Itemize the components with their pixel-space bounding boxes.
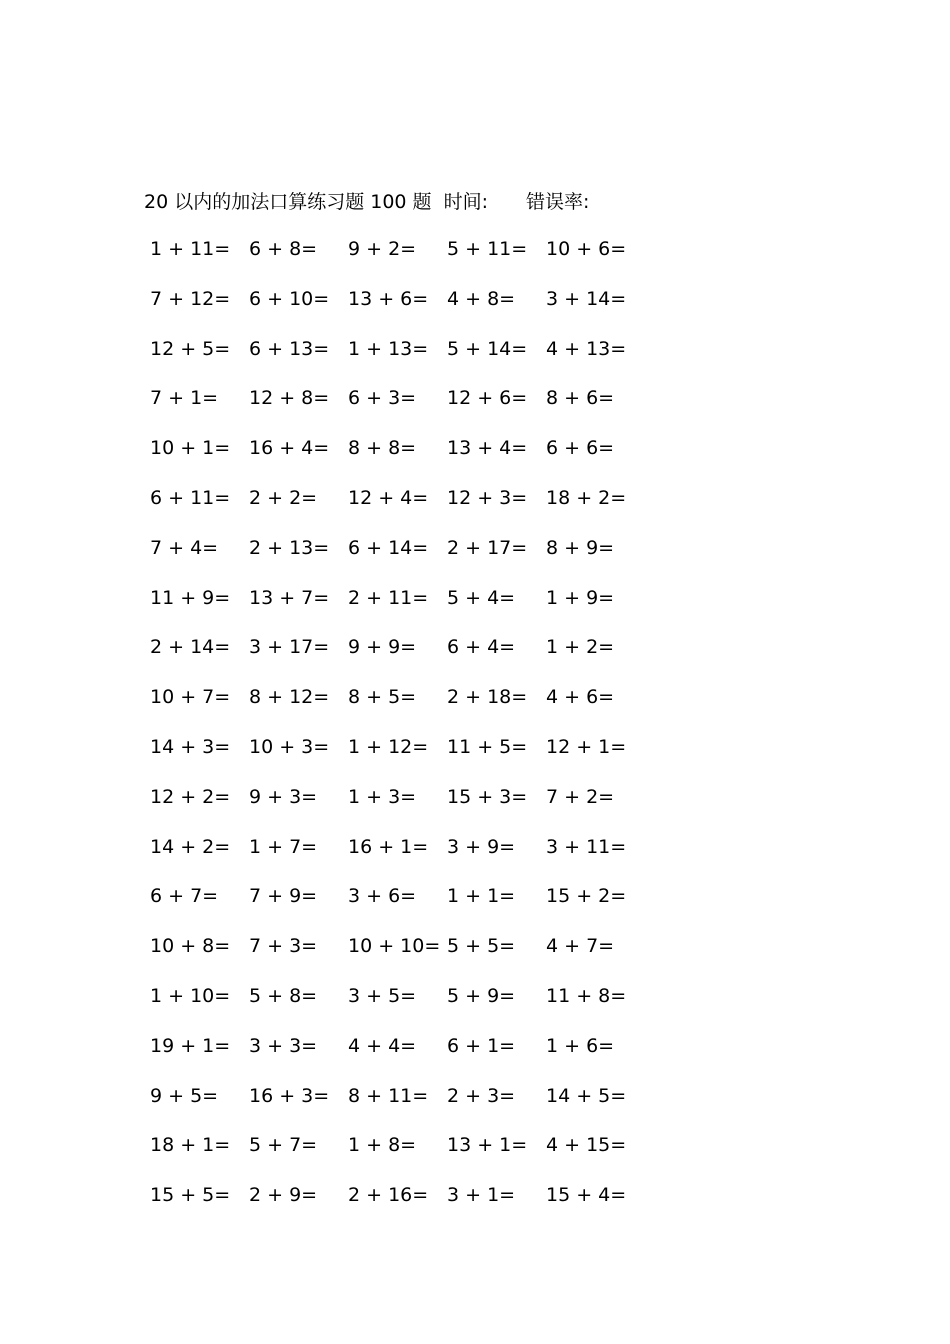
addition-problem: 6 + 10= (249, 287, 330, 310)
addition-problem: 7 + 9= (249, 885, 318, 908)
addition-problem: 6 + 6= (546, 437, 615, 460)
addition-problem: 6 + 13= (249, 337, 330, 360)
addition-problem: 1 + 9= (546, 586, 615, 609)
addition-problem: 11 + 8= (546, 984, 627, 1007)
addition-problem: 18 + 1= (150, 1134, 231, 1157)
addition-problem: 3 + 14= (546, 287, 627, 310)
addition-problem: 11 + 5= (447, 735, 528, 758)
addition-problem: 3 + 3= (249, 1034, 318, 1057)
addition-problem: 12 + 3= (447, 486, 528, 509)
addition-problem: 15 + 3= (447, 785, 528, 808)
addition-problem: 11 + 9= (150, 586, 231, 609)
addition-problem: 14 + 5= (546, 1084, 627, 1107)
problem-grid (150, 236, 670, 1232)
error-rate-label: 错误率: (525, 190, 590, 213)
addition-problem: 19 + 1= (150, 1034, 231, 1057)
problem-row (150, 734, 670, 784)
addition-problem: 10 + 7= (150, 686, 231, 709)
addition-problem: 7 + 12= (150, 287, 231, 310)
addition-problem: 1 + 13= (348, 337, 429, 360)
problem-row (150, 784, 670, 834)
addition-problem: 6 + 14= (348, 536, 429, 559)
problem-row (150, 634, 670, 684)
addition-problem: 10 + 8= (150, 935, 231, 958)
problem-row (150, 1033, 670, 1083)
addition-problem: 12 + 2= (150, 785, 231, 808)
addition-problem: 3 + 1= (447, 1184, 516, 1207)
addition-problem: 7 + 4= (150, 536, 219, 559)
addition-problem: 16 + 1= (348, 835, 429, 858)
addition-problem: 6 + 8= (249, 238, 318, 260)
problem-row (150, 1083, 670, 1133)
addition-problem: 1 + 6= (546, 1034, 615, 1057)
addition-problem: 13 + 6= (348, 287, 429, 310)
addition-problem: 1 + 11= (150, 238, 231, 260)
problem-row (150, 236, 670, 286)
addition-problem: 5 + 5= (447, 935, 516, 958)
addition-problem: 1 + 7= (249, 835, 318, 858)
addition-problem: 8 + 6= (546, 387, 615, 410)
worksheet-title: 20 以内的加法口算练习题 100 题 (144, 190, 432, 213)
addition-problem: 1 + 1= (447, 885, 516, 908)
addition-problem: 1 + 12= (348, 735, 429, 758)
addition-problem: 9 + 3= (249, 785, 318, 808)
problem-row (150, 485, 670, 535)
addition-problem: 8 + 5= (348, 686, 417, 709)
addition-problem: 5 + 4= (447, 586, 516, 609)
addition-problem: 2 + 18= (447, 686, 528, 709)
problem-row (150, 585, 670, 635)
addition-problem: 13 + 1= (447, 1134, 528, 1157)
time-label: 时间: (443, 190, 488, 213)
addition-problem: 4 + 15= (546, 1134, 627, 1157)
problem-row (150, 834, 670, 884)
problem-row (150, 933, 670, 983)
addition-problem: 4 + 4= (348, 1034, 417, 1057)
addition-problem: 6 + 3= (348, 387, 417, 410)
addition-problem: 10 + 3= (249, 735, 330, 758)
addition-problem: 12 + 4= (348, 486, 429, 509)
problem-row (150, 435, 670, 485)
addition-problem: 16 + 4= (249, 437, 330, 460)
addition-problem: 3 + 5= (348, 984, 417, 1007)
addition-problem: 8 + 8= (348, 437, 417, 460)
addition-problem: 8 + 9= (546, 536, 615, 559)
addition-problem: 3 + 17= (249, 636, 330, 659)
addition-problem: 13 + 4= (447, 437, 528, 460)
problem-row (150, 883, 670, 933)
addition-problem: 5 + 7= (249, 1134, 318, 1157)
addition-problem: 2 + 11= (348, 586, 429, 609)
problem-row (150, 684, 670, 734)
problem-row (150, 336, 670, 386)
addition-problem: 10 + 6= (546, 238, 627, 260)
worksheet-header (144, 186, 589, 214)
problem-row (150, 1132, 670, 1182)
addition-problem: 14 + 3= (150, 735, 231, 758)
addition-problem: 3 + 6= (348, 885, 417, 908)
addition-problem: 6 + 11= (150, 486, 231, 509)
addition-problem: 15 + 2= (546, 885, 627, 908)
addition-problem: 9 + 9= (348, 636, 417, 659)
addition-problem: 5 + 8= (249, 984, 318, 1007)
addition-problem: 10 + 10= (348, 935, 441, 958)
addition-problem: 12 + 5= (150, 337, 231, 360)
addition-problem: 2 + 2= (249, 486, 318, 509)
addition-problem: 1 + 3= (348, 785, 417, 808)
addition-problem: 4 + 8= (447, 287, 516, 310)
addition-problem: 6 + 1= (447, 1034, 516, 1057)
problem-row (150, 983, 670, 1033)
addition-problem: 2 + 16= (348, 1184, 429, 1207)
addition-problem: 3 + 11= (546, 835, 627, 858)
addition-problem: 2 + 17= (447, 536, 528, 559)
addition-problem: 16 + 3= (249, 1084, 330, 1107)
addition-problem: 5 + 9= (447, 984, 516, 1007)
addition-problem: 18 + 2= (546, 486, 627, 509)
addition-problem: 1 + 8= (348, 1134, 417, 1157)
addition-problem: 7 + 1= (150, 387, 219, 410)
addition-problem: 1 + 2= (546, 636, 615, 659)
addition-problem: 13 + 7= (249, 586, 330, 609)
problem-row (150, 1182, 670, 1232)
addition-problem: 12 + 1= (546, 735, 627, 758)
problem-row (150, 535, 670, 585)
addition-problem: 12 + 6= (447, 387, 528, 410)
addition-problem: 12 + 8= (249, 387, 330, 410)
addition-problem: 5 + 11= (447, 238, 528, 260)
addition-problem: 14 + 2= (150, 835, 231, 858)
addition-problem: 6 + 4= (447, 636, 516, 659)
addition-problem: 2 + 14= (150, 636, 231, 659)
addition-problem: 15 + 5= (150, 1184, 231, 1207)
problem-row (150, 385, 670, 435)
addition-problem: 2 + 3= (447, 1084, 516, 1107)
addition-problem: 8 + 11= (348, 1084, 429, 1107)
addition-problem: 4 + 6= (546, 686, 615, 709)
addition-problem: 15 + 4= (546, 1184, 627, 1207)
addition-problem: 7 + 3= (249, 935, 318, 958)
addition-problem: 7 + 2= (546, 785, 615, 808)
addition-problem: 9 + 5= (150, 1084, 219, 1107)
addition-problem: 4 + 7= (546, 935, 615, 958)
addition-problem: 2 + 9= (249, 1184, 318, 1207)
addition-problem: 9 + 2= (348, 238, 417, 260)
addition-problem: 8 + 12= (249, 686, 330, 709)
addition-problem: 3 + 9= (447, 835, 516, 858)
addition-problem: 2 + 13= (249, 536, 330, 559)
addition-problem: 6 + 7= (150, 885, 219, 908)
problem-row (150, 286, 670, 336)
addition-problem: 10 + 1= (150, 437, 231, 460)
addition-problem: 5 + 14= (447, 337, 528, 360)
addition-problem: 1 + 10= (150, 984, 231, 1007)
addition-problem: 4 + 13= (546, 337, 627, 360)
